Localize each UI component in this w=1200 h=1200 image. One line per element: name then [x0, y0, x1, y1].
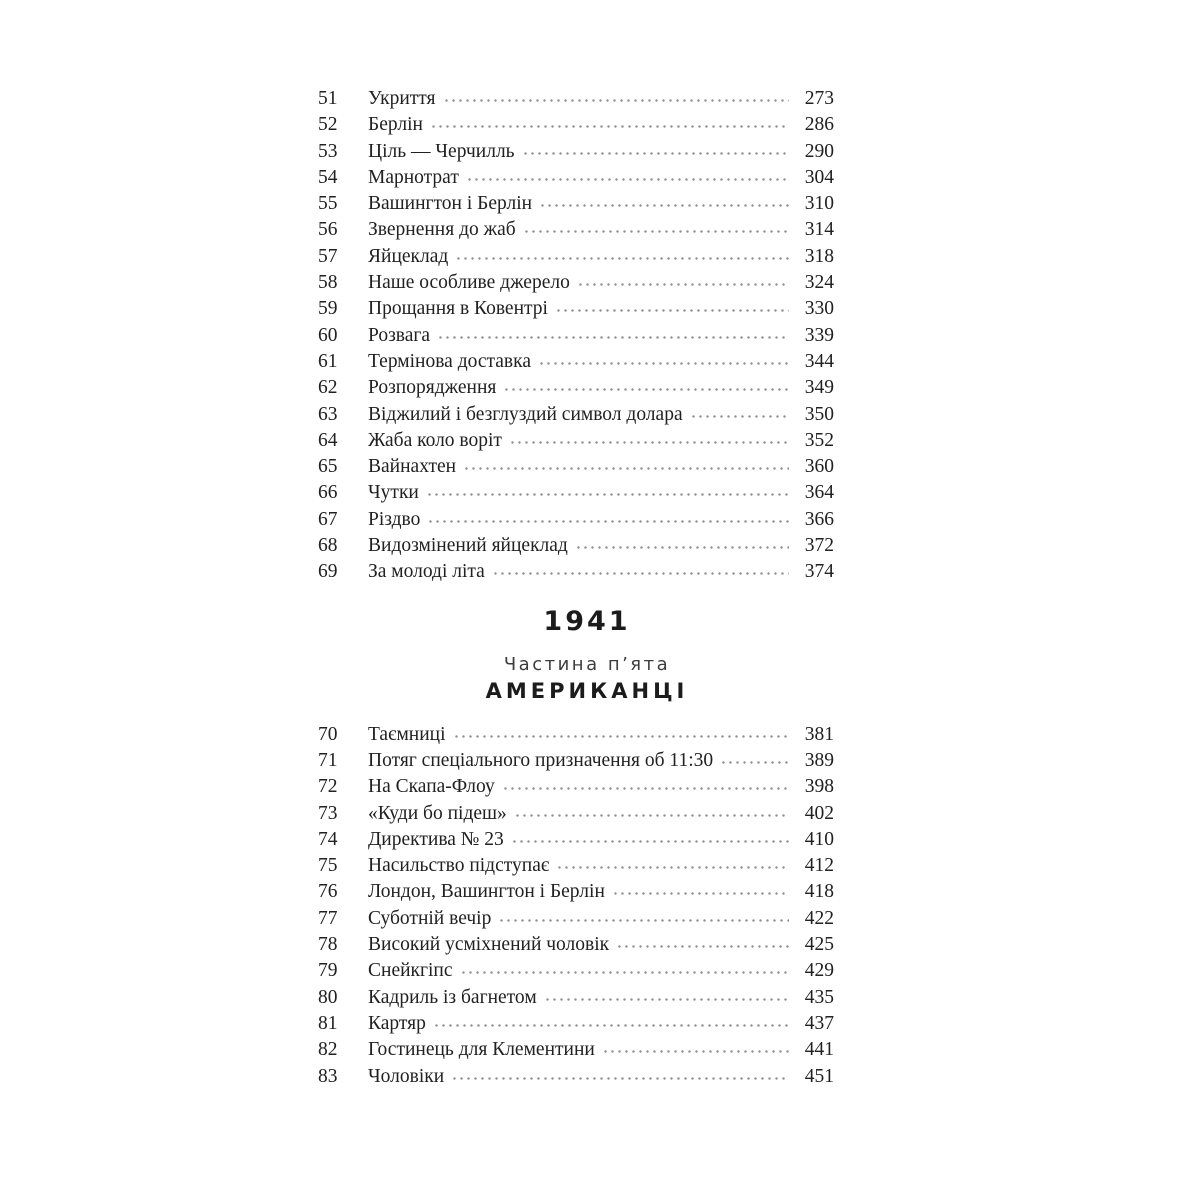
chapter-title: За молоді літа	[368, 561, 485, 583]
chapter-number: 68	[318, 535, 338, 557]
toc-entry[interactable]	[318, 88, 834, 114]
chapter-number: 77	[318, 907, 338, 929]
toc-entry[interactable]	[318, 404, 834, 430]
dot-leader	[602, 1048, 789, 1055]
toc-entry[interactable]	[318, 535, 834, 561]
chapter-number: 71	[318, 749, 338, 771]
page-number: 398	[804, 776, 834, 798]
chapter-number: 52	[318, 114, 338, 136]
dot-leader	[466, 176, 789, 183]
dot-leader	[463, 465, 789, 472]
chapter-title: Марнотрат	[368, 166, 459, 188]
toc-entry[interactable]	[318, 272, 834, 298]
chapter-title: Вашингтон і Берлін	[368, 193, 533, 215]
dot-leader	[430, 123, 789, 130]
page-number: 360	[804, 456, 834, 478]
toc-entry[interactable]	[318, 246, 834, 272]
chapter-number: 67	[318, 508, 338, 530]
chapter-number: 79	[318, 960, 338, 982]
chapter-number: 58	[318, 272, 338, 294]
dot-leader	[503, 386, 789, 393]
chapter-number: 70	[318, 723, 338, 745]
toc-entry[interactable]	[318, 1066, 834, 1092]
page-number: 314	[804, 219, 834, 241]
page-number: 389	[804, 749, 834, 771]
toc-entry[interactable]	[318, 141, 834, 167]
toc-entry[interactable]	[318, 960, 834, 986]
toc-entry[interactable]	[318, 908, 834, 934]
chapter-title: Розпорядження	[368, 377, 497, 399]
toc-entry[interactable]	[318, 561, 834, 587]
chapter-title: Насильство підступає	[368, 855, 550, 877]
chapter-title: Берлін	[368, 114, 423, 136]
page-number: 330	[804, 298, 834, 320]
chapter-number: 72	[318, 776, 338, 798]
page-number: 286	[804, 114, 834, 136]
page-number: 412	[804, 855, 834, 877]
dot-leader	[514, 812, 789, 819]
page-number: 339	[804, 324, 834, 346]
chapter-title: Звернення до жаб	[368, 219, 516, 241]
dot-leader	[616, 943, 789, 950]
dot-leader	[522, 150, 789, 157]
chapter-title: Кадриль із багнетом	[368, 986, 537, 1008]
chapter-title: Жаба коло воріт	[368, 429, 502, 451]
dot-leader	[427, 518, 789, 525]
page-number: 318	[804, 245, 834, 267]
page-number: 381	[804, 723, 834, 745]
dot-leader	[544, 996, 789, 1003]
dot-leader	[433, 1022, 789, 1029]
page-number: 425	[804, 934, 834, 956]
dot-leader	[538, 360, 789, 367]
page-number: 410	[804, 828, 834, 850]
toc-entry[interactable]	[318, 325, 834, 351]
page-number: 374	[804, 561, 834, 583]
page-number: 422	[804, 907, 834, 929]
chapter-title: «Куди бо підеш»	[368, 802, 507, 824]
page-number: 429	[804, 960, 834, 982]
dot-leader	[556, 864, 789, 871]
dot-leader	[612, 890, 789, 897]
toc-entry[interactable]	[318, 987, 834, 1013]
chapter-title: Термінова доставка	[368, 350, 531, 372]
chapter-title: Розвага	[368, 324, 431, 346]
chapter-number: 73	[318, 802, 338, 824]
dot-leader	[498, 917, 789, 924]
chapter-number: 82	[318, 1039, 338, 1061]
page-number: 352	[804, 429, 834, 451]
page-number: 310	[804, 193, 834, 215]
chapter-title: Чоловіки	[368, 1065, 445, 1087]
chapter-title: Прощання в Ковентрі	[368, 298, 548, 320]
part-label: Частина п’ята	[503, 653, 671, 675]
chapter-title: Видозмінений яйцеклад	[368, 535, 568, 557]
chapter-number: 55	[318, 193, 338, 215]
chapter-title: Укриття	[368, 88, 436, 109]
chapter-number: 61	[318, 350, 338, 372]
page-number: 437	[804, 1012, 834, 1034]
toc-entry[interactable]	[318, 803, 834, 829]
toc-section-chapters-51-69	[318, 88, 834, 588]
chapter-title: Ціль — Черчилль	[368, 140, 515, 162]
toc-entry[interactable]	[318, 456, 834, 482]
chapter-number: 74	[318, 828, 338, 850]
dot-leader	[511, 838, 789, 845]
toc-entry[interactable]	[318, 114, 834, 140]
toc-entry[interactable]	[318, 298, 834, 324]
chapter-number: 59	[318, 298, 338, 320]
chapter-number: 56	[318, 219, 338, 241]
chapter-number: 62	[318, 377, 338, 399]
toc-entry[interactable]	[318, 776, 834, 802]
dot-leader	[426, 491, 789, 498]
toc-entry[interactable]	[318, 1039, 834, 1065]
chapter-title: На Скапа-Флоу	[368, 776, 495, 798]
toc-section-chapters-70-83	[318, 724, 834, 1092]
chapter-title: Чутки	[368, 482, 419, 504]
chapter-title: Віджилий і безглуздий символ долара	[368, 403, 683, 425]
toc-entry[interactable]	[318, 219, 834, 245]
page-number: 350	[804, 403, 834, 425]
page-number: 435	[804, 986, 834, 1008]
dot-leader	[509, 439, 789, 446]
chapter-number: 63	[318, 403, 338, 425]
chapter-title: Лондон, Вашингтон і Берлін	[368, 881, 605, 903]
dot-leader	[720, 759, 789, 766]
dot-leader	[451, 1075, 789, 1082]
toc-entry[interactable]	[318, 482, 834, 508]
toc-entry[interactable]	[318, 377, 834, 403]
dot-leader	[555, 307, 789, 314]
page-number: 366	[804, 508, 834, 530]
chapter-title: Вайнахтен	[368, 456, 457, 478]
dot-leader	[443, 97, 789, 104]
chapter-number: 57	[318, 245, 338, 267]
page-number: 304	[804, 166, 834, 188]
chapter-number: 69	[318, 561, 338, 583]
dot-leader	[455, 255, 789, 262]
dot-leader	[523, 228, 789, 235]
chapter-title: Таємниці	[368, 723, 446, 745]
dot-leader	[575, 544, 789, 551]
dot-leader	[539, 202, 789, 209]
part-divider	[329, 604, 845, 704]
toc-entry[interactable]	[318, 934, 834, 960]
dot-leader	[492, 570, 789, 577]
page-number: 441	[804, 1039, 834, 1061]
chapter-title: Снейкгіпс	[368, 960, 453, 982]
chapter-title: Суботній вечір	[368, 907, 492, 929]
dot-leader	[460, 969, 789, 976]
chapter-title: Картяр	[368, 1012, 426, 1034]
dot-leader	[453, 733, 789, 740]
toc-entry[interactable]	[318, 855, 834, 881]
page-number: 418	[804, 881, 834, 903]
chapter-number: 60	[318, 324, 338, 346]
page-number: 290	[804, 140, 834, 162]
chapter-number: 51	[318, 88, 338, 109]
chapter-title: Наше особливе джерело	[368, 272, 570, 294]
chapter-number: 66	[318, 482, 338, 504]
dot-leader	[577, 281, 789, 288]
toc-entry[interactable]	[318, 724, 834, 750]
toc-entry[interactable]	[318, 509, 834, 535]
chapter-number: 64	[318, 429, 338, 451]
dot-leader	[502, 785, 789, 792]
chapter-title: Яйцеклад	[368, 245, 449, 267]
dot-leader	[690, 413, 789, 420]
chapter-title: Директива № 23	[368, 828, 504, 850]
chapter-number: 76	[318, 881, 338, 903]
chapter-number: 75	[318, 855, 338, 877]
page-number: 273	[804, 88, 834, 109]
page-number: 344	[804, 350, 834, 372]
chapter-number: 65	[318, 456, 338, 478]
page-number: 349	[804, 377, 834, 399]
chapter-number: 78	[318, 934, 338, 956]
page-number: 451	[804, 1065, 834, 1087]
page-number: 402	[804, 802, 834, 824]
page-number: 324	[804, 272, 834, 294]
chapter-number: 80	[318, 986, 338, 1008]
toc-entry[interactable]	[318, 167, 834, 193]
toc-entry[interactable]	[318, 430, 834, 456]
toc-entry[interactable]	[318, 829, 834, 855]
chapter-title: Високий усміхнений чоловік	[368, 934, 610, 956]
chapter-number: 54	[318, 166, 338, 188]
year-heading: 1941	[543, 605, 631, 637]
toc-entry[interactable]	[318, 750, 834, 776]
part-title: АМЕРИКАНЦІ	[485, 678, 689, 703]
chapter-number: 81	[318, 1012, 338, 1034]
page-number: 372	[804, 535, 834, 557]
chapter-title: Гостинець для Клементини	[368, 1039, 595, 1061]
page-number: 364	[804, 482, 834, 504]
toc-entry[interactable]	[318, 351, 834, 377]
toc-entry[interactable]	[318, 1013, 834, 1039]
toc-entry[interactable]	[318, 193, 834, 219]
chapter-title: Потяг спеціального призначення об 11:30	[368, 749, 714, 771]
chapter-title: Різдво	[368, 508, 421, 530]
chapter-number: 53	[318, 140, 338, 162]
dot-leader	[437, 334, 789, 341]
toc-entry[interactable]	[318, 881, 834, 907]
table-of-contents	[318, 88, 834, 1092]
chapter-number: 83	[318, 1065, 338, 1087]
